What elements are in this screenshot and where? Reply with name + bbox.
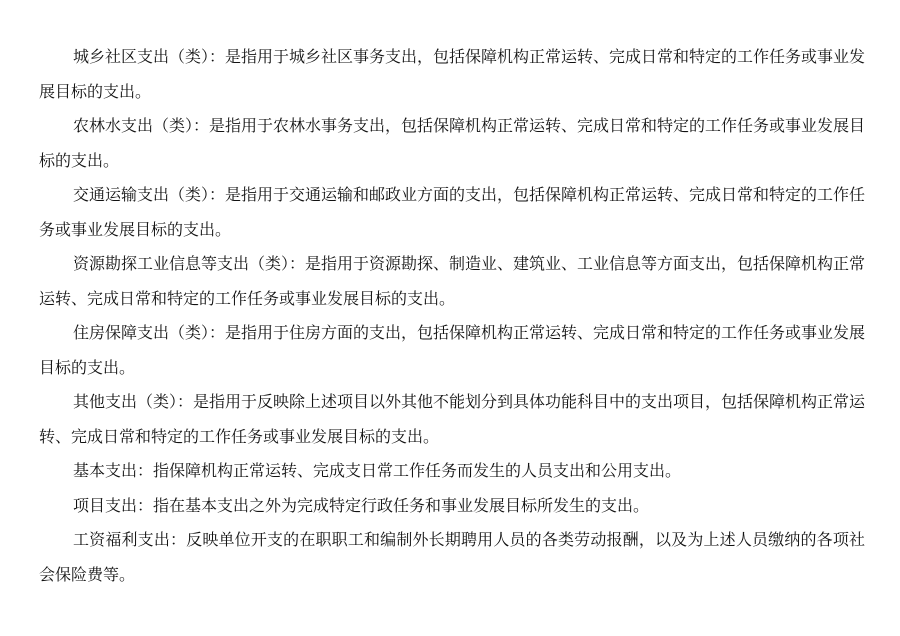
paragraph-project-expenditure: 项目支出：指在基本支出之外为完成特定行政任务和事业发展目标所发生的支出。 bbox=[73, 495, 650, 515]
document-body bbox=[39, 40, 865, 592]
paragraph-housing-security-expenditure: 住房保障支出（类）：是指用于住房方面的支出，包括保障机构正常运转、完成日常和特定的工作任务或事业发展目标的支出。 bbox=[39, 323, 866, 377]
paragraph-urban-rural-community-expenditure: 城乡社区支出（类）：是指用于城乡社区事务支出，包括保障机构正常运转、完成日常和特定的工作任务或事业发展目标的支出。 bbox=[39, 47, 866, 101]
paragraph-basic-expenditure: 基本支出：指保障机构正常运转、完成支日常工作任务而发生的人员支出和公用支出。 bbox=[73, 461, 682, 480]
paragraph-resource-exploration-expenditure: 资源勘探工业信息等支出（类）：是指用于资源勘探、制造业、建筑业、工业信息等方面支出，包括保障机构正常运转、完成日常和特定的工作任务或事业发展目标的支出。 bbox=[39, 254, 866, 308]
paragraph-agriculture-forestry-water-expenditure: 农林水支出（类）：是指用于农林水事务支出，包括保障机构正常运转、完成日常和特定的工作任务或事业发展目标的支出。 bbox=[39, 116, 866, 170]
paragraph-wages-welfare-expenditure: 工资福利支出：反映单位开支的在职职工和编制外长期聘用人员的各类劳动报酬，以及为上述人员缴纳的各项社会保险费等。 bbox=[39, 530, 865, 584]
paragraph-other-expenditure: 其他支出（类）：是指用于反映除上述项目以外其他不能划分到具体功能科目中的支出项目，包括保障机构正常运转、完成日常和特定的工作任务或事业发展目标的支出。 bbox=[39, 392, 866, 446]
paragraph-transportation-expenditure: 交通运输支出（类）：是指用于交通运输和邮政业方面的支出，包括保障机构正常运转、完成日常和特定的工作任务或事业发展目标的支出。 bbox=[39, 185, 866, 239]
